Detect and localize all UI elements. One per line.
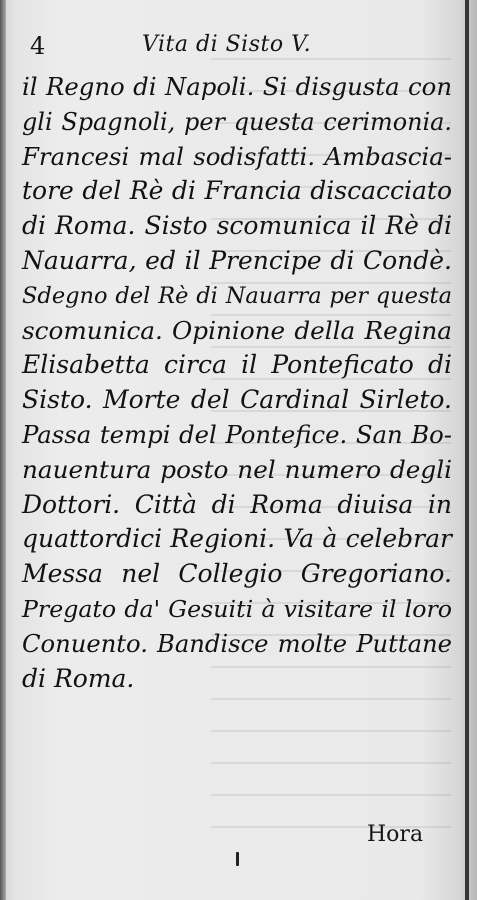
text-line: gli Spagnoli, per questa cerimonia. (22, 107, 452, 136)
text-line: Nauarra, ed il Prencipe di Condè. (22, 245, 452, 275)
text-line: Elisabetta circa il Ponteficato di (22, 350, 452, 380)
text-line: tore del Rè di Francia discacciato (22, 176, 452, 206)
text-line: di Roma. Sisto scomunica il Rè di (22, 211, 452, 241)
running-title: Vita di Sisto V. (142, 32, 312, 57)
text-line: Messa nel Collegio Gregoriano. (22, 559, 452, 589)
text-line: quattordici Regioni. Va à celebrar (22, 524, 452, 554)
text-line: Dottori. Città di Roma diuisa in (22, 489, 452, 519)
text-line: di Roma. (22, 663, 135, 693)
page-number: 4 (30, 32, 46, 60)
text-line: Sisto. Morte del Cardinal Sirleto. (22, 385, 452, 415)
text-line: nauentura posto nel numero degli (22, 454, 452, 484)
text-line: scomunica. Opinione della Regina (22, 315, 452, 345)
page-header (22, 32, 442, 62)
text-line: Pregato da' Gesuiti à visitare il loro (22, 594, 452, 623)
text-line: il Regno di Napoli. Si disgusta con (22, 72, 452, 101)
text-line: Conuento. Bandisce molte Puttane (22, 628, 452, 658)
text-line: Passa tempi del Pontefice. San Bo- (22, 419, 452, 449)
page-gutter-shadow (0, 0, 6, 900)
text-line: Sdegno del Rè di Nauarra per questa (22, 282, 452, 309)
page-edge (465, 0, 469, 900)
catchword: Hora (367, 822, 424, 847)
ink-mark (236, 852, 239, 866)
body-text (22, 70, 452, 696)
text-line: Francesi mal sodisfatti. Ambascia- (22, 141, 452, 171)
